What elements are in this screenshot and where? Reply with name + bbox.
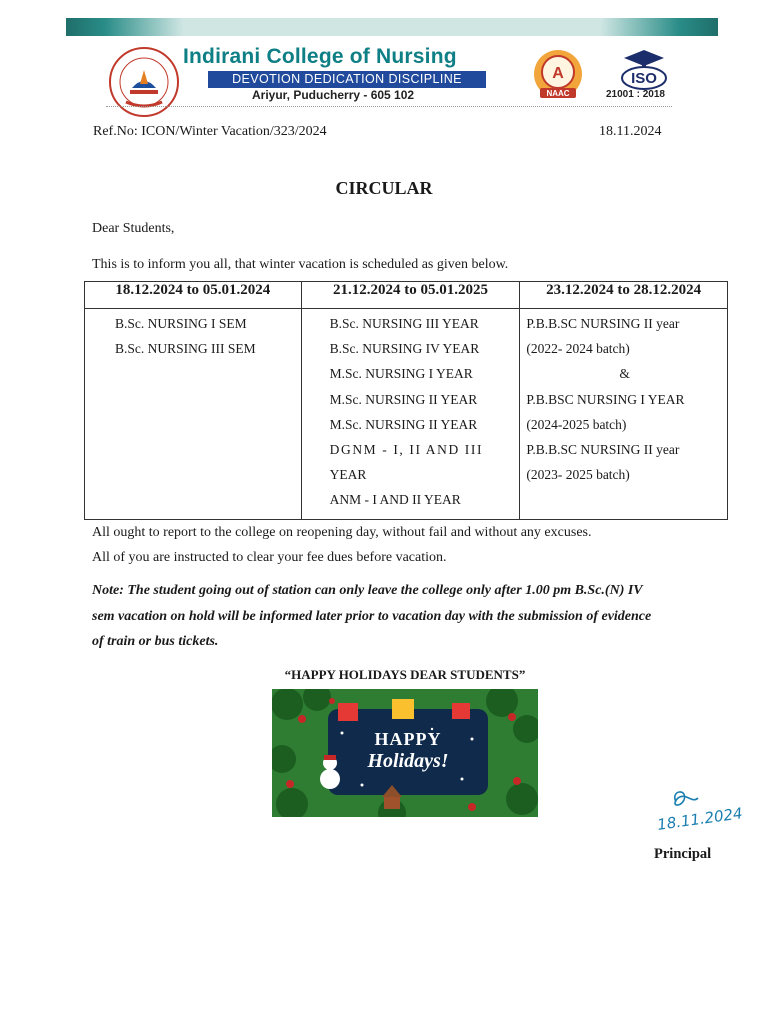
course-item: P.B.BSC NURSING I YEAR <box>526 391 685 407</box>
svg-text:ISO: ISO <box>631 70 657 87</box>
principal-signature <box>640 786 768 842</box>
reference-number: Ref.No: ICON/Winter Vacation/323/2024 <box>93 124 327 139</box>
table-row <box>85 309 728 520</box>
column-header: 18.12.2024 to 05.01.2024 <box>85 282 302 309</box>
table-header-row <box>85 282 728 309</box>
college-motto: DEVOTION DEDICATION DISCIPLINE <box>208 71 486 88</box>
holidays-caption: “HAPPY HOLIDAYS DEAR STUDENTS” <box>284 667 526 682</box>
greeting: Dear Students, <box>92 221 175 236</box>
letterhead-top-bar <box>66 18 718 36</box>
svg-text:HAPPY: HAPPY <box>374 729 442 749</box>
note-paragraph <box>92 578 724 655</box>
fee-instruction: All of you are instructed to clear your fee dues before vacation. <box>92 550 447 565</box>
signatory-title: Principal <box>654 846 712 862</box>
page-title: CIRCULAR <box>335 178 433 198</box>
course-item: M.Sc. NURSING II YEAR <box>329 391 478 407</box>
course-item: ANM - I AND II YEAR <box>329 492 461 508</box>
course-item: M.Sc. NURSING I YEAR <box>329 366 473 382</box>
note-line: Note: The student going out of station can only leave the college only after 1.00 pm B.Sc.(N) IV <box>92 583 643 598</box>
circular-date: 18.11.2024 <box>599 124 662 139</box>
course-item: M.Sc. NURSING II YEAR <box>329 416 478 432</box>
column-header: 23.12.2024 to 28.12.2024 <box>520 282 728 309</box>
college-address: Ariyur, Puducherry - 605 102 <box>252 88 415 102</box>
course-item: DGNM - I, II AND III <box>329 442 484 458</box>
intro-text: This is to inform you all, that winter vacation is scheduled as given below. <box>92 257 509 272</box>
naac-badge <box>522 48 594 102</box>
course-item: P.B.B.SC NURSING II year <box>526 442 680 458</box>
iso-standard-number: 21001 : 2018 <box>606 89 665 100</box>
college-name: Indirani College of Nursing <box>183 45 457 68</box>
course-item: B.Sc. NURSING IV YEAR <box>329 341 480 357</box>
svg-text:18.11.2024: 18.11.2024 <box>656 804 744 834</box>
svg-text:NAAC: NAAC <box>546 89 570 98</box>
letterhead-divider <box>106 106 672 107</box>
course-item: (2023- 2025 batch) <box>526 467 630 483</box>
svg-text:A: A <box>552 65 564 82</box>
happy-holidays-card-image <box>272 689 538 817</box>
course-item: B.Sc. NURSING III YEAR <box>329 316 479 331</box>
reporting-instruction: All ought to report to the college on reopening day, without fail and without any excuses. <box>92 525 592 540</box>
course-item: B.Sc. NURSING III SEM <box>115 341 256 357</box>
vacation-schedule-table <box>84 281 728 520</box>
svg-text:Holidays!: Holidays! <box>367 750 449 772</box>
column-header: 21.12.2024 to 05.01.2025 <box>301 282 520 309</box>
course-item: YEAR <box>329 467 367 483</box>
schedule-column-2 <box>301 309 520 520</box>
schedule-column-3 <box>520 309 728 520</box>
course-item: & <box>619 366 630 382</box>
course-item: (2022- 2024 batch) <box>526 341 630 357</box>
college-seal-logo <box>106 44 182 120</box>
note-line: sem vacation on hold will be informed later prior to vacation day with the submission of evidence <box>92 608 652 624</box>
schedule-column-1 <box>85 309 302 520</box>
course-item: B.Sc. NURSING I SEM <box>115 316 247 331</box>
course-item: (2024-2025 batch) <box>526 416 627 432</box>
note-line: of train or bus tickets. <box>92 634 219 649</box>
course-item: P.B.B.SC NURSING II year <box>526 316 680 331</box>
